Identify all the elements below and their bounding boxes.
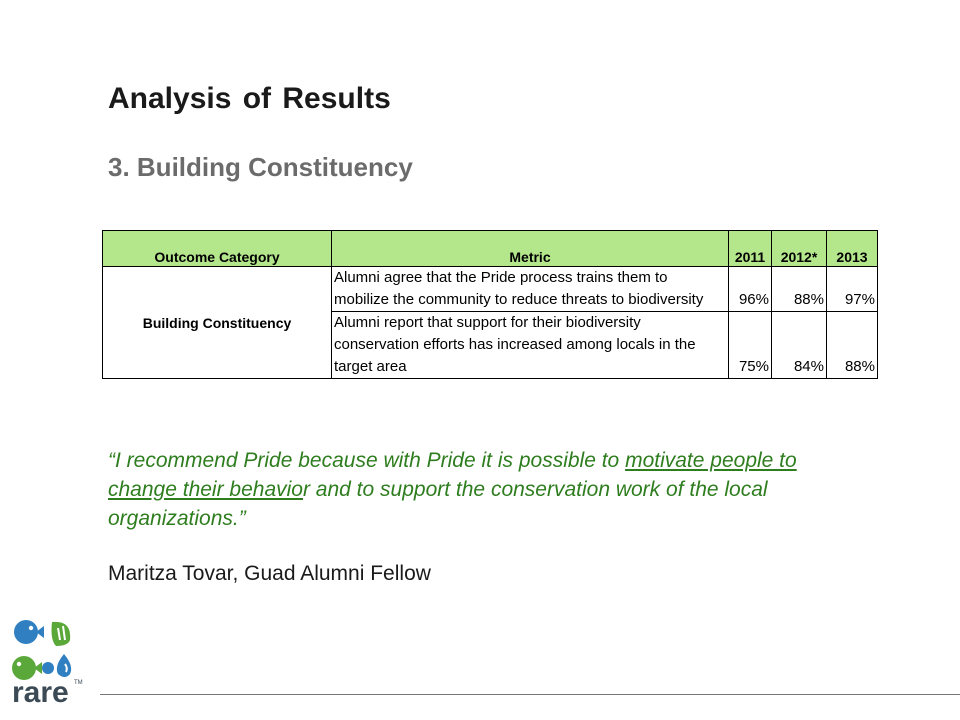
quote-attribution: Maritza Tovar, Guad Alumni Fellow xyxy=(108,562,431,585)
value-2013-cell: 97% xyxy=(827,267,878,312)
value-2011-cell: 75% xyxy=(729,312,772,379)
trademark-mark: TM xyxy=(74,680,83,686)
slide-subtitle: 3. Building Constituency xyxy=(108,152,413,182)
logo-wordmark: rare xyxy=(12,676,69,709)
header-outcome-category: Outcome Category xyxy=(103,231,332,267)
table-header-row xyxy=(103,231,878,267)
metric-cell: Alumni report that support for their biodiversity conservation efforts has increased among locals in the target area xyxy=(332,312,729,379)
slide-title: Analysis of Results xyxy=(108,82,391,115)
metric-cell: Alumni agree that the Pride process trains them to mobilize the community to reduce threats to biodiversity xyxy=(332,267,729,312)
header-metric: Metric xyxy=(332,231,729,267)
drop-icon xyxy=(57,654,71,677)
header-2012: 2012* xyxy=(772,231,827,267)
footer-divider xyxy=(100,694,960,695)
category-cell: Building Constituency xyxy=(103,267,332,379)
header-2011: 2011 xyxy=(729,231,772,267)
value-2013-cell: 88% xyxy=(827,312,878,379)
results-table xyxy=(102,230,878,379)
quote-text-end: r and to support the conservation work of the local organizations.” xyxy=(108,478,768,530)
value-2012-cell: 84% xyxy=(772,312,827,379)
table-row xyxy=(103,267,878,312)
fish-icon xyxy=(14,620,44,644)
value-2012-cell: 88% xyxy=(772,267,827,312)
quote-text-start: “I recommend Pride because with Pride it is possible to xyxy=(108,449,626,472)
testimonial-quote xyxy=(108,446,868,533)
value-2011-cell: 96% xyxy=(729,267,772,312)
header-2013: 2013 xyxy=(827,231,878,267)
leaf-icon xyxy=(52,622,71,646)
quote-underlined-text: motivate people to change their behavio xyxy=(108,449,797,501)
